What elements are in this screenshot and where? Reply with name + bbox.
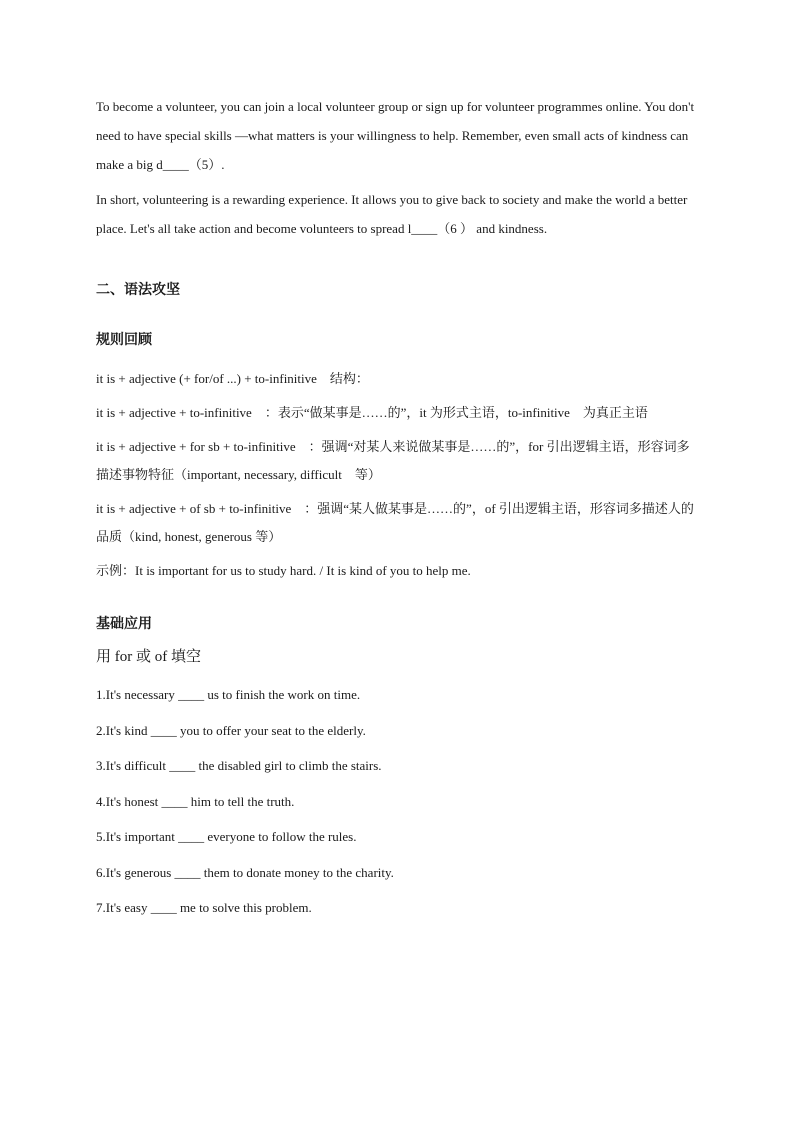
exercise-list [96, 677, 700, 926]
rule-item-1: it is + adjective + to-infinitive ：表示“做某事是……的”，it 为形式主语，to-infinitive 为真正主语 [96, 405, 648, 420]
basic-application-heading: 基础应用 [96, 616, 152, 632]
passage-paragraph-2: In short, volunteering is a rewarding experience. It allows you to give back to society and make the world a better place. Let's all take action and become volunteers to spread l____（6 ） and kindness. [96, 192, 688, 236]
exercise-item: 5.It's important ____ everyone to follow the rules. [96, 829, 357, 844]
section-title: 二、语法攻坚 [96, 282, 180, 298]
exercise-item: 6.It's generous ____ them to donate money to the charity. [96, 864, 394, 880]
rule-item-3: it is + adjective + of sb + to-infinitive ：强调“某人做某事是……的”，of 引出逻辑主语，形容词多描述人的品质（kind, honest, generous 等） [96, 501, 694, 544]
rule-example: 示例：It is important for us to study hard. / It is kind of you to help me. [96, 563, 471, 578]
rule-structure: it is + adjective (+ for/of ...) + to-infinitive 结构： [96, 371, 369, 386]
passage-paragraph-1: To become a volunteer, you can join a local volunteer group or sign up for volunteer programmes online. You don't need to have special skills —what matters is your willingness to help. Remember, even small acts of kindness can make a big d____（5）. [96, 99, 695, 172]
exercise-item: 3.It's difficult ____ the disabled girl to climb the stairs. [96, 758, 382, 773]
rule-item-2: it is + adjective + for sb + to-infinitive ：强调“对某人来说做某事是……的”，for 引出逻辑主语，形容词多描述事物特征（important, necessary, difficult 等） [96, 439, 690, 482]
exercise-item: 1.It's necessary ____ us to finish the work on time. [96, 687, 361, 702]
exercise-instruction: 用 for 或 of 填空 [96, 649, 201, 665]
document-page [96, 92, 700, 926]
exercise-item: 2.It's kind ____ you to offer your seat to the elderly. [96, 722, 366, 738]
rules-review-heading: 规则回顾 [96, 332, 152, 348]
exercise-item: 4.It's honest ____ him to tell the truth. [96, 793, 295, 809]
exercise-item: 7.It's easy ____ me to solve this problem. [96, 900, 312, 915]
